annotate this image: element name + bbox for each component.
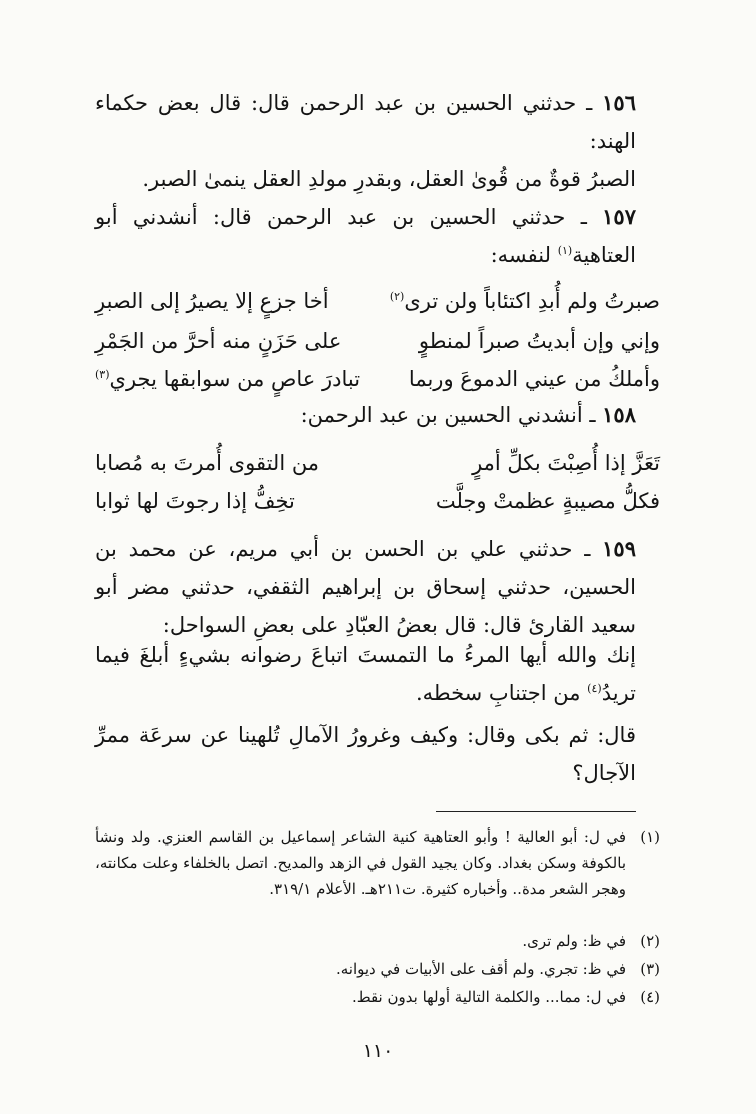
verse-line — [95, 282, 660, 320]
hemistich-second: تخِفُّ إذا رجوتَ لها ثوابا — [95, 489, 295, 513]
quote-text: الصبرُ قوةٌ من قُوىٰ العقل، وبقدرِ مولدِ العقل ينمىٰ الصبر. — [142, 167, 636, 191]
hemistich-first: وأملكُ من عيني الدموعَ وربما — [408, 367, 660, 391]
verse-line — [95, 482, 660, 520]
footnote-text: في ظ: تجري. ولم أقف على الأبيات في ديوانه. — [335, 960, 626, 978]
footnote-mark: (٣) — [95, 368, 110, 381]
quote-text: إنك والله أيها المرءُ ما التمستَ اتباعَ رضوانه بشيءٍ أبلغَ فيما تريدُ$^{(٤)}$ من اجتنابِ سخطه. — [95, 643, 636, 705]
hemistich-second: تبادرَ عاصٍ من سوابقها يجري$^{(٣)}$ — [95, 367, 361, 391]
footnote-mark: (٢) — [389, 290, 405, 303]
footnote-number: (٢) — [640, 932, 660, 950]
entry-text: ـ حدثني علي بن الحسن بن أبي مريم، عن محمد بن الحسين، حدثني إسحاق بن إبراهيم الثقفي، حدثني مضر أبو سعيد القارئ قال: قال بعضُ العبّادِ على بعضِ السواحل: — [95, 537, 636, 637]
entry-159-quote-2 — [95, 716, 660, 792]
entry-text-tail: لنفسه: — [490, 243, 558, 267]
entry-text: ـ حدثني الحسين بن عبد الرحمن قال: قال بعض حكماء الهند: — [95, 91, 636, 153]
footnote — [95, 824, 660, 902]
footnote-number: (٤) — [640, 988, 660, 1006]
footnote-number: (٣) — [640, 960, 660, 978]
entry-159 — [95, 530, 660, 644]
page-number: ١١٠ — [362, 1040, 394, 1062]
hemistich-first: وإني وإن أبديتُ صبراً لمنطوٍ — [418, 329, 660, 353]
footnote-text: في ل: مما... والكلمة التالية أولها بدون نقط. — [351, 988, 626, 1006]
hemistich-second: أخا جزعٍ إلا يصيرُ إلى الصبرِ — [95, 289, 329, 313]
footnote-text: في ظ: ولم ترى. — [522, 932, 626, 950]
entry-156-quote — [95, 160, 660, 198]
hemistich-first: تَعَزَّ إذا أُصِبْتَ بكلِّ أمرٍ — [472, 451, 660, 475]
entry-number: ١٥٩ — [602, 536, 636, 561]
entry-159-quote-1 — [95, 636, 660, 712]
footnote — [95, 928, 660, 954]
hemistich-second: على حَزَنٍ منه أحرَّ من الجَمْرِ — [95, 329, 342, 353]
verse-line — [95, 360, 660, 398]
verse-line — [95, 322, 660, 360]
footnote-mark: (٤) — [587, 682, 602, 695]
quote-text: قال: ثم بكى وقال: وكيف وغرورُ الآمالِ تُلهينا عن سرعَة ممرِّ الآجال؟ — [95, 723, 636, 785]
hemistich-first: فكلُّ مصيبةٍ عظمتْ وجلَّت — [435, 489, 660, 513]
footnote-text: في ل: أبو العالية ! وأبو العتاهية كنية الشاعر إسماعيل بن القاسم العنزي. ولد ونشأ بالكوفة وسكن بغداد. وكان يجيد القول في الزهد والمديح. اتصل بالخلفاء وعلت مكانته، وهجر الشعر مدة.. وأخباره كثيرة. ت٢١١هـ. الأعلام ٣١٩/١. — [95, 828, 626, 898]
entry-text: ـ أنشدني الحسين بن عبد الرحمن: — [300, 403, 603, 427]
entry-number: ١٥٦ — [602, 90, 636, 115]
entry-number: ١٥٧ — [602, 204, 636, 229]
entry-number: ١٥٨ — [602, 402, 636, 427]
entry-156 — [95, 84, 660, 160]
entry-text: ـ حدثني الحسين بن عبد الرحمن قال: أنشدني أبو العتاهية — [95, 205, 636, 267]
footnote — [95, 956, 660, 982]
hemistich-second: من التقوى أُمرتَ به مُصابا — [95, 451, 320, 475]
entry-158 — [95, 396, 660, 434]
entry-158-text — [95, 396, 660, 434]
hemistich-first: صبرتُ ولم أُبدِ اكتئاباً ولن ترى$^{(٢)}$ — [389, 289, 660, 313]
entry-159-text — [95, 530, 660, 644]
entry-156-text — [95, 84, 660, 160]
footnote — [95, 984, 660, 1010]
footnote-mark: (١) — [557, 244, 573, 257]
footnote-number: (١) — [640, 828, 660, 846]
footnote-divider — [436, 811, 636, 812]
entry-157 — [95, 198, 660, 274]
entry-157-text — [95, 198, 660, 274]
verse-line — [95, 444, 660, 482]
